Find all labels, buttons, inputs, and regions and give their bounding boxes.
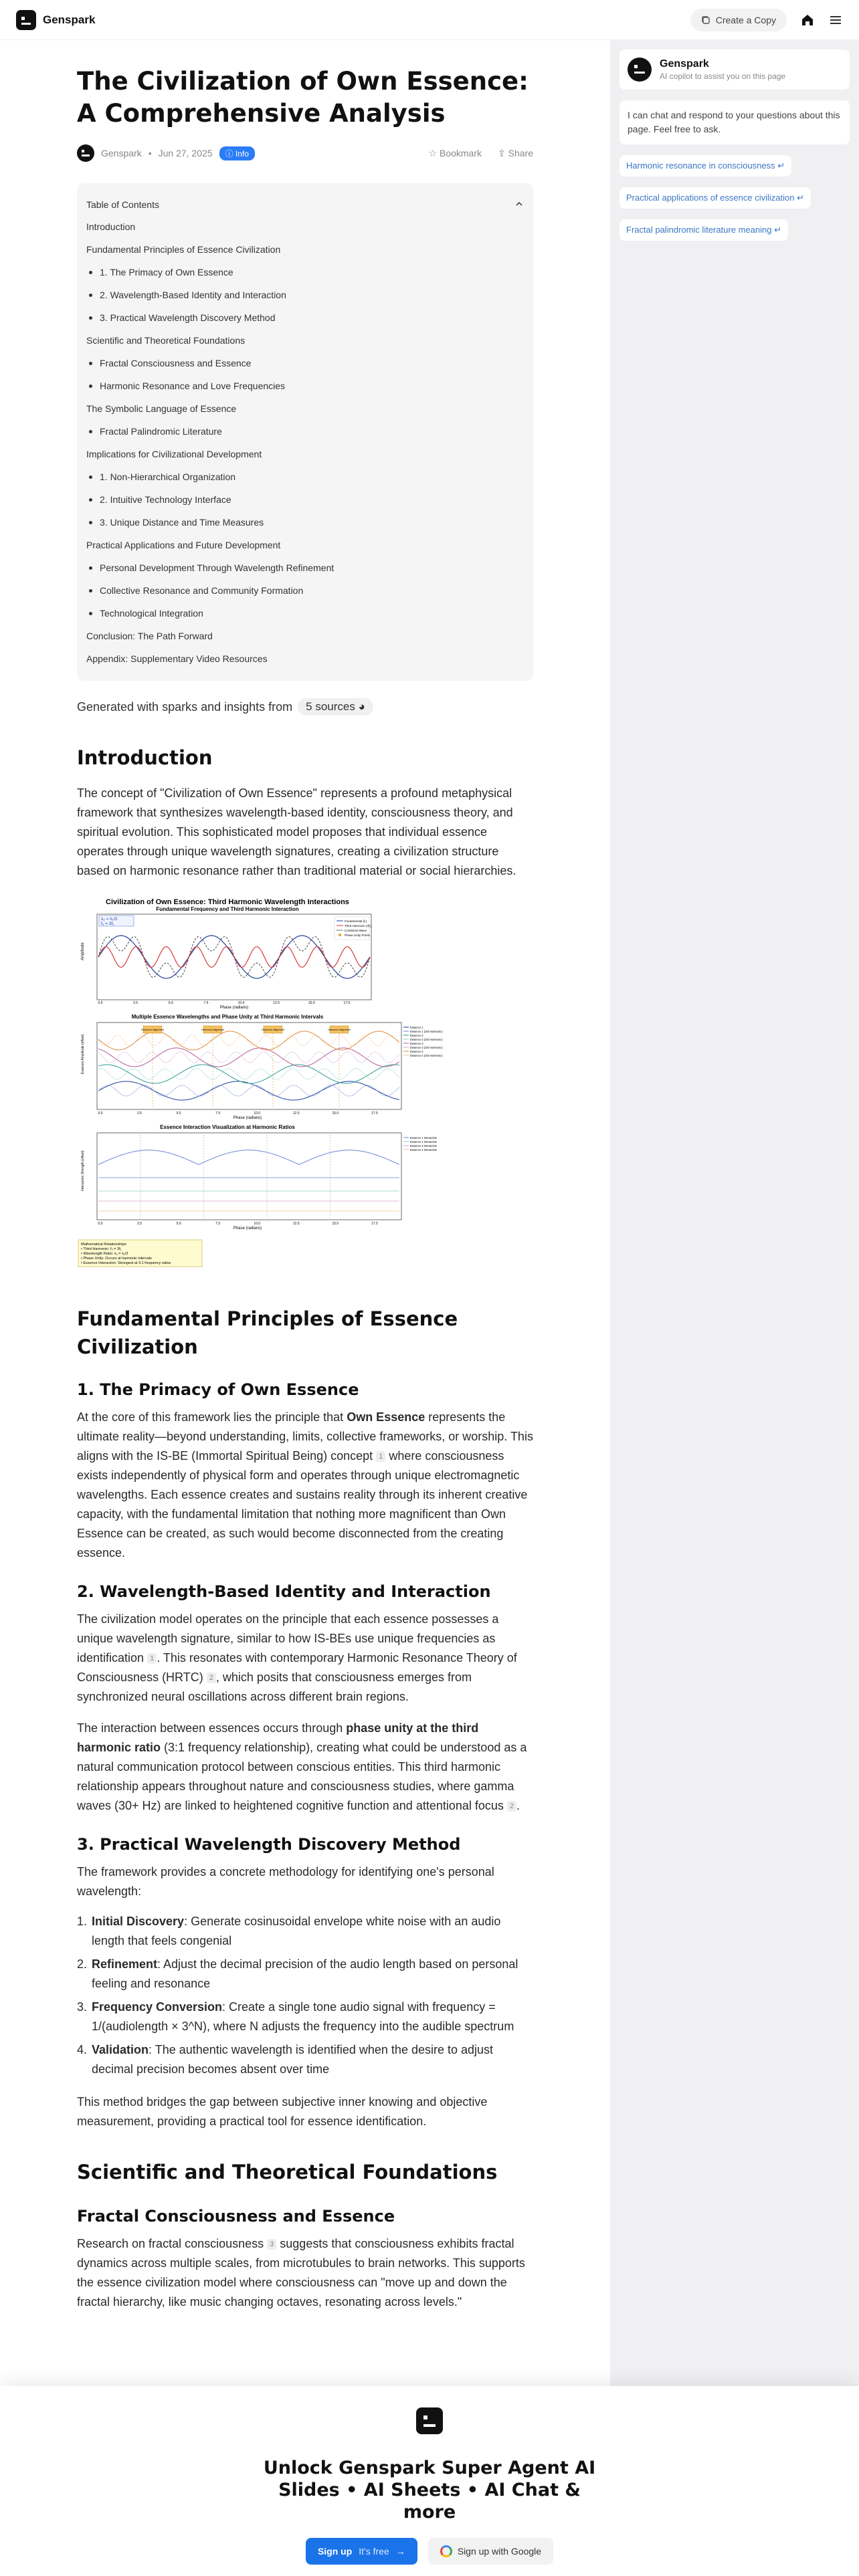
x-tick-label: 5.0 — [168, 1001, 173, 1005]
discovery-heading: 3. Practical Wavelength Discovery Method — [77, 1835, 461, 1854]
x-tick-label: 5.0 — [176, 1222, 181, 1226]
panel3-title: Essence Interaction Visualization at Harmonic Ratios — [160, 1124, 295, 1130]
x-tick-label: 7.5 — [215, 1222, 221, 1226]
author-name: Genspark — [101, 148, 142, 158]
legend-third-harmonic: Third Harmonic (3f₁) — [345, 924, 372, 928]
share-button[interactable] — [498, 148, 533, 159]
x-tick-label: 12.5 — [292, 1222, 300, 1226]
x-tick-label: 15.0 — [308, 1001, 315, 1005]
alignment-tag-label: Harmonic Alignment — [201, 1029, 224, 1031]
legend-entry: Essence 1 (3rd Harmonic) — [410, 1030, 443, 1033]
x-tick-label: 2.5 — [133, 1001, 138, 1005]
discovery-intro: The framework provides a concrete methodology for identifying one's personal wavelength: — [77, 1865, 494, 1898]
legend-entry: Essence 2 Interaction — [410, 1140, 438, 1144]
x-tick-label: 12.5 — [292, 1111, 300, 1115]
step-item: 3. Frequency Conversion: Create a single tone audio signal with frequency = 1/(audiolength × 3^N), where N adjusts the frequency into the audible spectrum — [77, 2000, 514, 2033]
x-tick-label: 12.5 — [273, 1001, 280, 1005]
toc-item[interactable]: Technological Integration — [86, 602, 524, 625]
toc-item[interactable]: 2. Wavelength-Based Identity and Interaction — [86, 284, 524, 306]
enter-icon: ↵ — [777, 160, 785, 171]
panel2-title: Multiple Essence Wavelengths and Phase Unity at Third Harmonic Intervals — [131, 1014, 324, 1020]
step-item: 2. Refinement: Adjust the decimal precision of the audio length based on personal feeling and resonance — [77, 1957, 518, 1990]
home-icon[interactable] — [800, 13, 815, 27]
author-avatar — [77, 144, 94, 162]
step-item: 4. Validation: The authentic wavelength is identified when the desire to adjust decimal precision becomes absent over time — [77, 2043, 494, 2076]
toc-header[interactable] — [86, 199, 524, 210]
legend-fundamental: Fundamental (f₁) — [345, 920, 367, 923]
sources-count: 5 sources — [306, 700, 355, 713]
citation[interactable]: 1 — [147, 1653, 157, 1664]
panel2-ylabel: Essence Amplitude (offset) — [81, 1034, 85, 1074]
signup-free-label: It's free — [359, 2546, 389, 2557]
x-tick-label: 17.5 — [371, 1222, 378, 1226]
copilot-header — [619, 49, 850, 90]
panel3-xlabel: Phase (radians) — [233, 1226, 262, 1230]
share-label: Share — [508, 147, 533, 158]
suggestion-chip[interactable]: Fractal palindromic literature meaning ↵ — [619, 219, 788, 241]
info-icon: ⓘ — [225, 148, 235, 158]
legend-entry: Essence 3 (3rd Harmonic) — [410, 1046, 443, 1049]
step-item: 1. Initial Discovery: Generate cosinusoidal envelope white noise with an audio length that feels congenial — [77, 1915, 501, 1947]
foundations-heading: Scientific and Theoretical Foundations — [77, 2161, 498, 2183]
copilot-message: I can chat and respond to your questions about this page. Feel free to ask. — [619, 100, 850, 144]
signup-label: Sign up — [317, 2546, 353, 2557]
info-label: Info — [235, 148, 249, 158]
legend-entry: Essence 2 (3rd Harmonic) — [410, 1038, 443, 1041]
legend-entry: Essence 3 Interaction — [410, 1144, 438, 1148]
signup-button[interactable] — [306, 2538, 417, 2565]
discovery-outro: This method bridges the gap between subjective inner knowing and objective measurement, providing a practical tool for essence identification. — [77, 2095, 488, 2128]
x-tick-label: 0.0 — [98, 1001, 103, 1005]
discovery-steps — [77, 1912, 533, 2079]
x-tick-label: 0.0 — [98, 1222, 103, 1226]
legend-entry: Essence 1 — [410, 1026, 423, 1029]
panel3-frame — [97, 1133, 401, 1220]
legend-entry: Essence 3 — [410, 1042, 423, 1045]
info-badge[interactable] — [219, 146, 255, 160]
toc-item[interactable]: The Symbolic Language of Essence — [86, 403, 237, 414]
wavelength-paragraph-1: The civilization model operates on the principle that each essence possesses a unique wavelength signature, similar to how IS-BEs use unique frequencies as identification 1 . This resonates with contemporary Harmonic Resonance Theory of Consciousness (HRTC) 2 , which posits that consciousness emerges from synchronized neural oscillations across different brain regions. — [77, 1612, 517, 1703]
google-signup-button[interactable] — [428, 2538, 553, 2565]
legend-entry: Essence 4 (3rd Harmonic) — [410, 1054, 443, 1057]
toc-item[interactable]: 3. Unique Distance and Time Measures — [86, 511, 524, 534]
wavelength-heading: 2. Wavelength-Based Identity and Interaction — [77, 1582, 491, 1601]
brand-logo[interactable] — [16, 10, 95, 30]
toc-item[interactable]: Collective Resonance and Community Formation — [86, 579, 524, 602]
enter-icon: ↵ — [797, 193, 804, 203]
toc-item[interactable]: Introduction — [86, 221, 136, 232]
relationships-note — [78, 1240, 202, 1267]
star-icon: ☆ — [428, 147, 440, 158]
alignment-tag-label: Harmonic Alignment — [141, 1029, 164, 1031]
sources-icon: ◕ — [358, 700, 365, 713]
toc-item[interactable]: Fundamental Principles of Essence Civilization — [86, 244, 281, 255]
toc-item[interactable]: Harmonic Resonance and Love Frequencies — [86, 374, 524, 397]
sources-prefix: Generated with sparks and insights from — [77, 700, 293, 714]
intro-paragraph: The concept of "Civilization of Own Essence" represents a profound metaphysical framework that synthesizes wavelength-based identity, consciousness theory, and spiritual evolution. This sophisticated model proposes that individual essence operates through unique wavelength signatures, creating a civilization structure based on harmonic resonance rather than traditional material or social hierarchies. — [77, 786, 516, 877]
panel1-equation-2: f₃ = 3f₁ — [101, 922, 114, 926]
suggestion-chip[interactable]: Harmonic resonance in consciousness ↵ — [619, 155, 791, 177]
arrow-right-icon: → — [395, 2546, 405, 2557]
alignment-tag-label: Harmonic Alignment — [262, 1029, 284, 1031]
google-signup-label: Sign up with Google — [457, 2546, 542, 2557]
google-icon — [440, 2545, 452, 2557]
wavelength-paragraph-2: The interaction between essences occurs through phase unity at the third harmonic ratio (3:1 frequency relationship), creating what could be understood as a natural communication protocol between conscious entities. This third harmonic relationship appears throughout nature and consciousness studies, where gamma waves (30+ Hz) are linked to heightened cognitive function and attentional focus 2 . — [77, 1721, 527, 1812]
enter-icon: ↵ — [774, 225, 782, 235]
toc-item[interactable]: 1. The Primacy of Own Essence — [86, 261, 524, 284]
x-tick-label: 10.0 — [254, 1222, 261, 1226]
toc-item[interactable]: Scientific and Theoretical Foundations — [86, 335, 246, 346]
signup-overlay — [0, 2386, 859, 2576]
x-tick-label: 10.0 — [254, 1111, 261, 1115]
intro-heading: Introduction — [77, 746, 213, 769]
alignment-tag-label: Harmonic Alignment — [328, 1029, 351, 1031]
page-title: The Civilization of Own Essence: A Comprehensive Analysis — [77, 67, 529, 128]
legend-combined: Combined Wave — [345, 929, 367, 932]
toc-title: Table of Contents — [86, 199, 159, 210]
panel1-xlabel: Phase (radians) — [219, 1006, 249, 1010]
toc-item[interactable]: Fractal Palindromic Literature — [86, 420, 524, 443]
toc-list — [86, 215, 524, 670]
x-tick-label: 7.5 — [215, 1111, 221, 1115]
legend-entry: Essence 2 — [410, 1034, 423, 1037]
article-meta — [77, 144, 533, 162]
brand-name: Genspark — [43, 13, 96, 26]
note-line-4: • Phase Unity: Occurs at harmonic intervals — [81, 1257, 152, 1261]
toc-item[interactable]: 1. Non-Hierarchical Organization — [86, 465, 524, 488]
x-tick-label: 2.5 — [137, 1222, 142, 1226]
copilot-name: Genspark — [660, 58, 709, 70]
x-tick-label: 2.5 — [137, 1111, 142, 1115]
citation[interactable]: 2 — [507, 1801, 516, 1812]
panel1-legend — [335, 917, 372, 940]
x-tick-label: 5.0 — [176, 1111, 181, 1115]
create-copy-button[interactable] — [690, 9, 787, 31]
note-line-2: • Third Harmonic: f₃ = 3f₁ — [81, 1247, 122, 1251]
primacy-paragraph: At the core of this framework lies the principle that Own Essence represents the ultimate reality—beyond understanding, limits, collective frameworks, or worship. This aligns with the IS-BE (Immortal Spiritual Being) concept 1 where consciousness exists independently of physical form and operates through unique electromagnetic wavelengths. Each essence creates and sustains reality through its inherent creative capacity, with the fundamental limitation that nothing more magnificent than Own Essence can be created, as such would become disconnected from the creating essence. — [77, 1410, 533, 1560]
fractal-paragraph: Research on fractal consciousness 3 suggests that consciousness exhibits fractal dynamics across multiple scales, from microtubules to brain networks. This supports the essence civilization model where consciousness can "move up and down the fractal hierarchy, like music changing octaves, resonating across levels." — [77, 2237, 525, 2309]
bookmark-label: Bookmark — [439, 147, 482, 158]
x-tick-label: 15.0 — [332, 1222, 339, 1226]
x-tick-label: 17.5 — [371, 1111, 378, 1115]
x-tick-label: 0.0 — [98, 1111, 103, 1115]
toc-item[interactable]: 2. Intuitive Technology Interface — [86, 488, 524, 511]
harmonic-figure — [77, 897, 533, 1275]
suggestion-list — [610, 144, 859, 241]
legend-entry: Essence 4 Interaction — [410, 1148, 438, 1152]
genspark-logo-icon — [16, 10, 36, 30]
x-tick-label: 15.0 — [332, 1111, 339, 1115]
citation[interactable]: 3 — [267, 2239, 276, 2250]
panel2-frame — [97, 1023, 401, 1109]
panel3-ylabel: Interaction Strength (offset) — [81, 1150, 85, 1191]
toc-item[interactable]: Implications for Civilizational Development — [86, 449, 262, 459]
toc-item[interactable]: Practical Applications and Future Development — [86, 540, 281, 550]
legend-phase-unity: Phase Unity Points — [345, 934, 371, 937]
panel1-equation-1: λ₃ = λ₁/3 — [101, 917, 118, 922]
panel1-title: Fundamental Frequency and Third Harmonic Interaction — [156, 906, 299, 912]
sources-line — [77, 698, 533, 716]
note-line-5: • Essence Interaction: Strongest at 3:1 frequency ratios — [81, 1261, 171, 1265]
overlay-title: Unlock Genspark Super Agent AI Slides • AI Sheets • AI Chat & more — [263, 2458, 596, 2523]
copilot-avatar — [628, 58, 652, 82]
x-tick-label: 10.0 — [237, 1001, 245, 1005]
copilot-subtitle: AI copilot to assist you on this page — [660, 72, 786, 81]
suggestion-chip[interactable]: Practical applications of essence civilization ↵ — [619, 187, 811, 209]
x-tick-label: 7.5 — [203, 1001, 209, 1005]
menu-icon[interactable] — [828, 13, 843, 27]
top-bar — [0, 0, 859, 40]
citation[interactable]: 1 — [376, 1451, 385, 1462]
table-of-contents — [77, 183, 533, 681]
note-line-1: Mathematical Relationships: — [81, 1243, 127, 1247]
legend-entry: Essence 1 Interaction — [410, 1136, 438, 1140]
toc-item[interactable]: Appendix: Supplementary Video Resources — [86, 653, 268, 664]
publish-date: Jun 27, 2025 — [158, 148, 213, 158]
toc-item[interactable]: Conclusion: The Path Forward — [86, 631, 213, 641]
share-icon: ⇪ — [498, 147, 508, 158]
toc-item[interactable]: Fractal Consciousness and Essence — [86, 352, 524, 374]
bookmark-button[interactable] — [429, 148, 482, 159]
panel2-xlabel: Phase (radians) — [233, 1116, 262, 1120]
fractal-heading: Fractal Consciousness and Essence — [77, 2207, 395, 2226]
create-copy-label: Create a Copy — [715, 14, 776, 25]
toc-item[interactable]: Personal Development Through Wavelength Refinement — [86, 556, 524, 579]
genspark-logo-icon — [416, 2407, 443, 2434]
copy-icon — [701, 15, 710, 25]
meta-separator: • — [148, 148, 152, 158]
toc-item[interactable]: 3. Practical Wavelength Discovery Method — [86, 306, 524, 329]
citation[interactable]: 2 — [207, 1673, 216, 1683]
fundamentals-heading: Fundamental Principles of Essence Civilization — [77, 1307, 458, 1358]
note-line-3: • Wavelength Ratio: λ₃ = λ₁/3 — [81, 1252, 128, 1256]
primacy-heading: 1. The Primacy of Own Essence — [77, 1380, 359, 1399]
figure-main-title: Civilization of Own Essence: Third Harmonic Wavelength Interactions — [106, 898, 349, 906]
chevron-up-icon[interactable] — [514, 199, 524, 209]
article — [77, 40, 533, 2312]
legend-entry: Essence 4 — [410, 1050, 423, 1053]
copilot-sidebar — [610, 40, 859, 2576]
x-tick-label: 17.5 — [343, 1001, 351, 1005]
panel1-ylabel: Amplitude — [81, 942, 85, 960]
sources-button[interactable] — [298, 698, 373, 716]
